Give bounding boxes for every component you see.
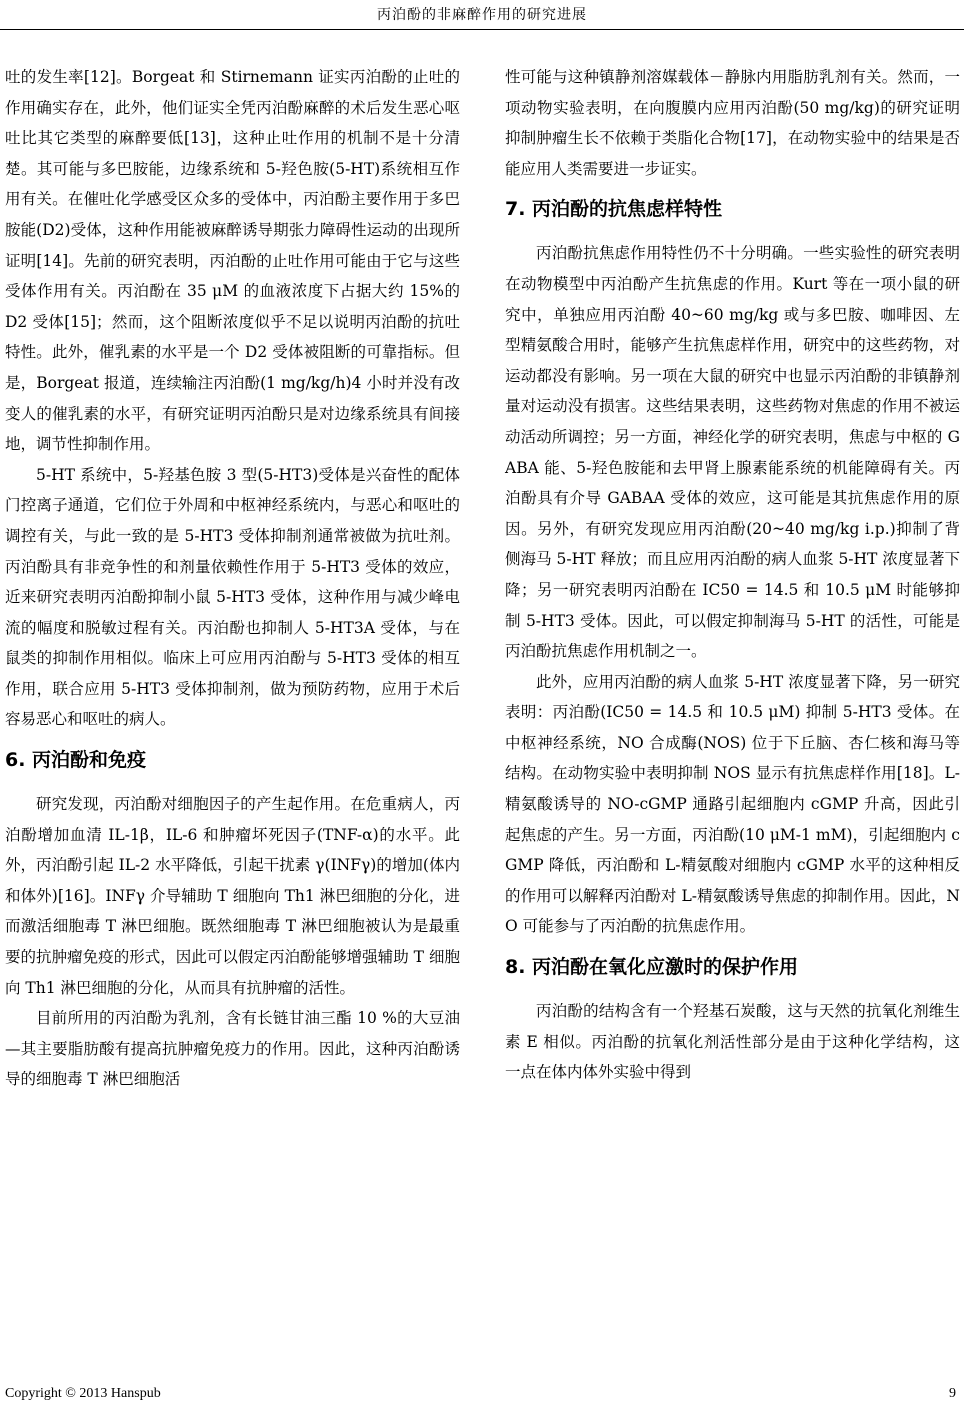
paragraph: 丙泊酚抗焦虑作用特性仍不十分明确。一些实验性的研究表明在动物模型中丙泊酚产生抗焦虑的作用。Kurt 等在一项小鼠的研究中，单独应用丙泊酚 40~60 mg/kg 或与多巴胺、咖啡因、左型精氨酸合用时，能够产生抗焦虑样作用，研究中的这些药物，对运动都没有影响。另一项在大鼠的研究中也显示丙泊酚的非镇静剂量对运动没有损害。这些结果表明，这些药物对焦虑的作用不被运动活动所调控；另一方面，神经化学的研究表明，焦虑与中枢的 GABA 能、5-羟色胺能和去甲肾上腺素能系统的机能障碍有关。丙泊酚具有介导 GABAA 受体的效应，这可能是其抗焦虑作用的原因。另外，有研究发现应用丙泊酚(20~40 mg/kg i.p.)抑制了背侧海马 5-HT 释放；而且应用丙泊酚的病人血浆 5-HT 浓度显著下降；另一研究表明丙泊酚在 IC50 = 14.5 和 10.5 μM 时能够抑制 5-HT3 受体。因此，可以假定抑制海马 5-HT 的活性，可能是丙泊酚抗焦虑作用机制之一。 (505, 244, 960, 661)
paragraph: 目前所用的丙泊酚为乳剂，含有长链甘油三酯 10 %的大豆油—其主要脂肪酸有提高抗肿瘤免疫力的作用。因此，这种丙泊酚诱导的细胞毒 T 淋巴细胞活 (5, 1009, 460, 1089)
paragraph: 丙泊酚的结构含有一个羟基石炭酸，这与天然的抗氧化剂维生素 E 相似。丙泊酚的抗氧化剂活性部分是由于这种化学结构，这一点在体内体外实验中得到 (505, 1002, 960, 1082)
section-heading-7: 7. 丙泊酚的抗焦虑样特性 (505, 198, 723, 221)
paragraph: 研究发现，丙泊酚对细胞因子的产生起作用。在危重病人，丙泊酚增加血清 IL-1β，IL-6 和肿瘤坏死因子(TNF-α)的水平。此外，丙泊酚引起 IL-2 水平降低，引起干扰素 γ(INFγ)的增加(体内和体外)[16]。INFγ 介导辅助 T 细胞向 Th1 淋巴细胞的分化，进而激活细胞毒 T 淋巴细胞。既然细胞毒 T 淋巴细胞被认为是最重要的抗肿瘤免疫的形式，因此可以假定丙泊酚能够增强辅助 T 细胞向 Th1 淋巴细胞的分化，从而具有抗肿瘤的活性。 (5, 795, 460, 997)
page-number: 9 (949, 1386, 956, 1401)
running-header: 丙泊酚的非麻醉作用的研究进展 (377, 7, 587, 23)
paragraph: 吐的发生率[12]。Borgeat 和 Stirnemann 证实丙泊酚的止吐的作用确实存在，此外，他们证实全凭丙泊酚麻醉的术后发生恶心呕吐比其它类型的麻醉要低[13]，这种止吐作用的机制不是十分清楚。其可能与多巴胺能，边缘系统和 5-羟色胺(5-HT)系统相互作用有关。在催吐化学感受区众多的受体中，丙泊酚主要作用于多巴胺能(D2)受体，这种作用能被麻醉诱导期张力障碍性运动的出现所证明[14]。先前的研究表明，丙泊酚的止吐作用可能由于它与这些受体作用有关。丙泊酚在 35 μM 的血液浓度下占据大约 15%的 D2 受体[15]；然而，这个阻断浓度似乎不足以说明丙泊酚的抗吐特性。此外，催乳素的水平是一个 D2 受体被阻断的可靠指标。但是，Borgeat 报道，连续输注丙泊酚(1 mg/kg/h)4 小时并没有改变人的催乳素的水平，有研究证明丙泊酚只是对边缘系统具有间接地，调节性抑制作用。 (5, 68, 460, 454)
section-heading-8: 8. 丙泊酚在氧化应激时的保护作用 (505, 956, 799, 979)
paragraph: 此外，应用丙泊酚的病人血浆 5-HT 浓度显著下降，另一研究表明：丙泊酚(IC50 = 14.5 和 10.5 μM) 抑制 5-HT3 受体。在中枢神经系统，NO 合成酶(NOS) 位于下丘脑、杏仁核和海马等结构。在动物实验中表明抑制 NOS 显示有抗焦虑样作用[18]。L-精氨酸诱导的 NO-cGMP 通路引起细胞内 cGMP 升高，因此引起焦虑的产生。另一方面，丙泊酚(10 μM-1 mM)，引起细胞内 cGMP 降低，丙泊酚和 L-精氨酸对细胞内 cGMP 水平的这种相反的作用可以解释丙泊酚对 L-精氨酸诱导焦虑的抑制作用。因此，NO 可能参与了丙泊酚的抗焦虑作用。 (505, 672, 960, 936)
header-divider (0, 29, 964, 30)
copyright-notice: Copyright © 2013 Hanspub (5, 1386, 161, 1401)
paragraph: 5-HT 系统中，5-羟基色胺 3 型(5-HT3)受体是兴奋性的配体门控离子通道，它们位于外周和中枢神经系统内，与恶心和呕吐的调控有关，与此一致的是 5-HT3 受体抑制剂通常被做为抗吐剂。丙泊酚具有非竞争性的和剂量依赖性作用于 5-HT3 受体的效应，近来研究表明丙泊酚抑制小鼠 5-HT3 受体，这种作用与减少峰电流的幅度和脱敏过程有关。丙泊酚也抑制人 5-HT3A 受体，与在鼠类的抑制作用相似。临床上可应用丙泊酚与 5-HT3 受体的相互作用，联合应用 5-HT3 受体抑制剂，做为预防药物，应用于术后容易恶心和呕吐的病人。 (5, 465, 460, 729)
left-column (5, 62, 460, 1095)
right-column (505, 62, 960, 1088)
paragraph: 性可能与这种镇静剂溶媒载体－静脉内用脂肪乳剂有关。然而，一项动物实验表明，在向腹膜内应用丙泊酚(50 mg/kg)的研究证明抑制肿瘤生长不依赖于类脂化合物[17]，在动物实验中的结果是否能应用人类需要进一步证实。 (505, 68, 960, 178)
section-heading-6: 6. 丙泊酚和免疫 (5, 749, 147, 772)
